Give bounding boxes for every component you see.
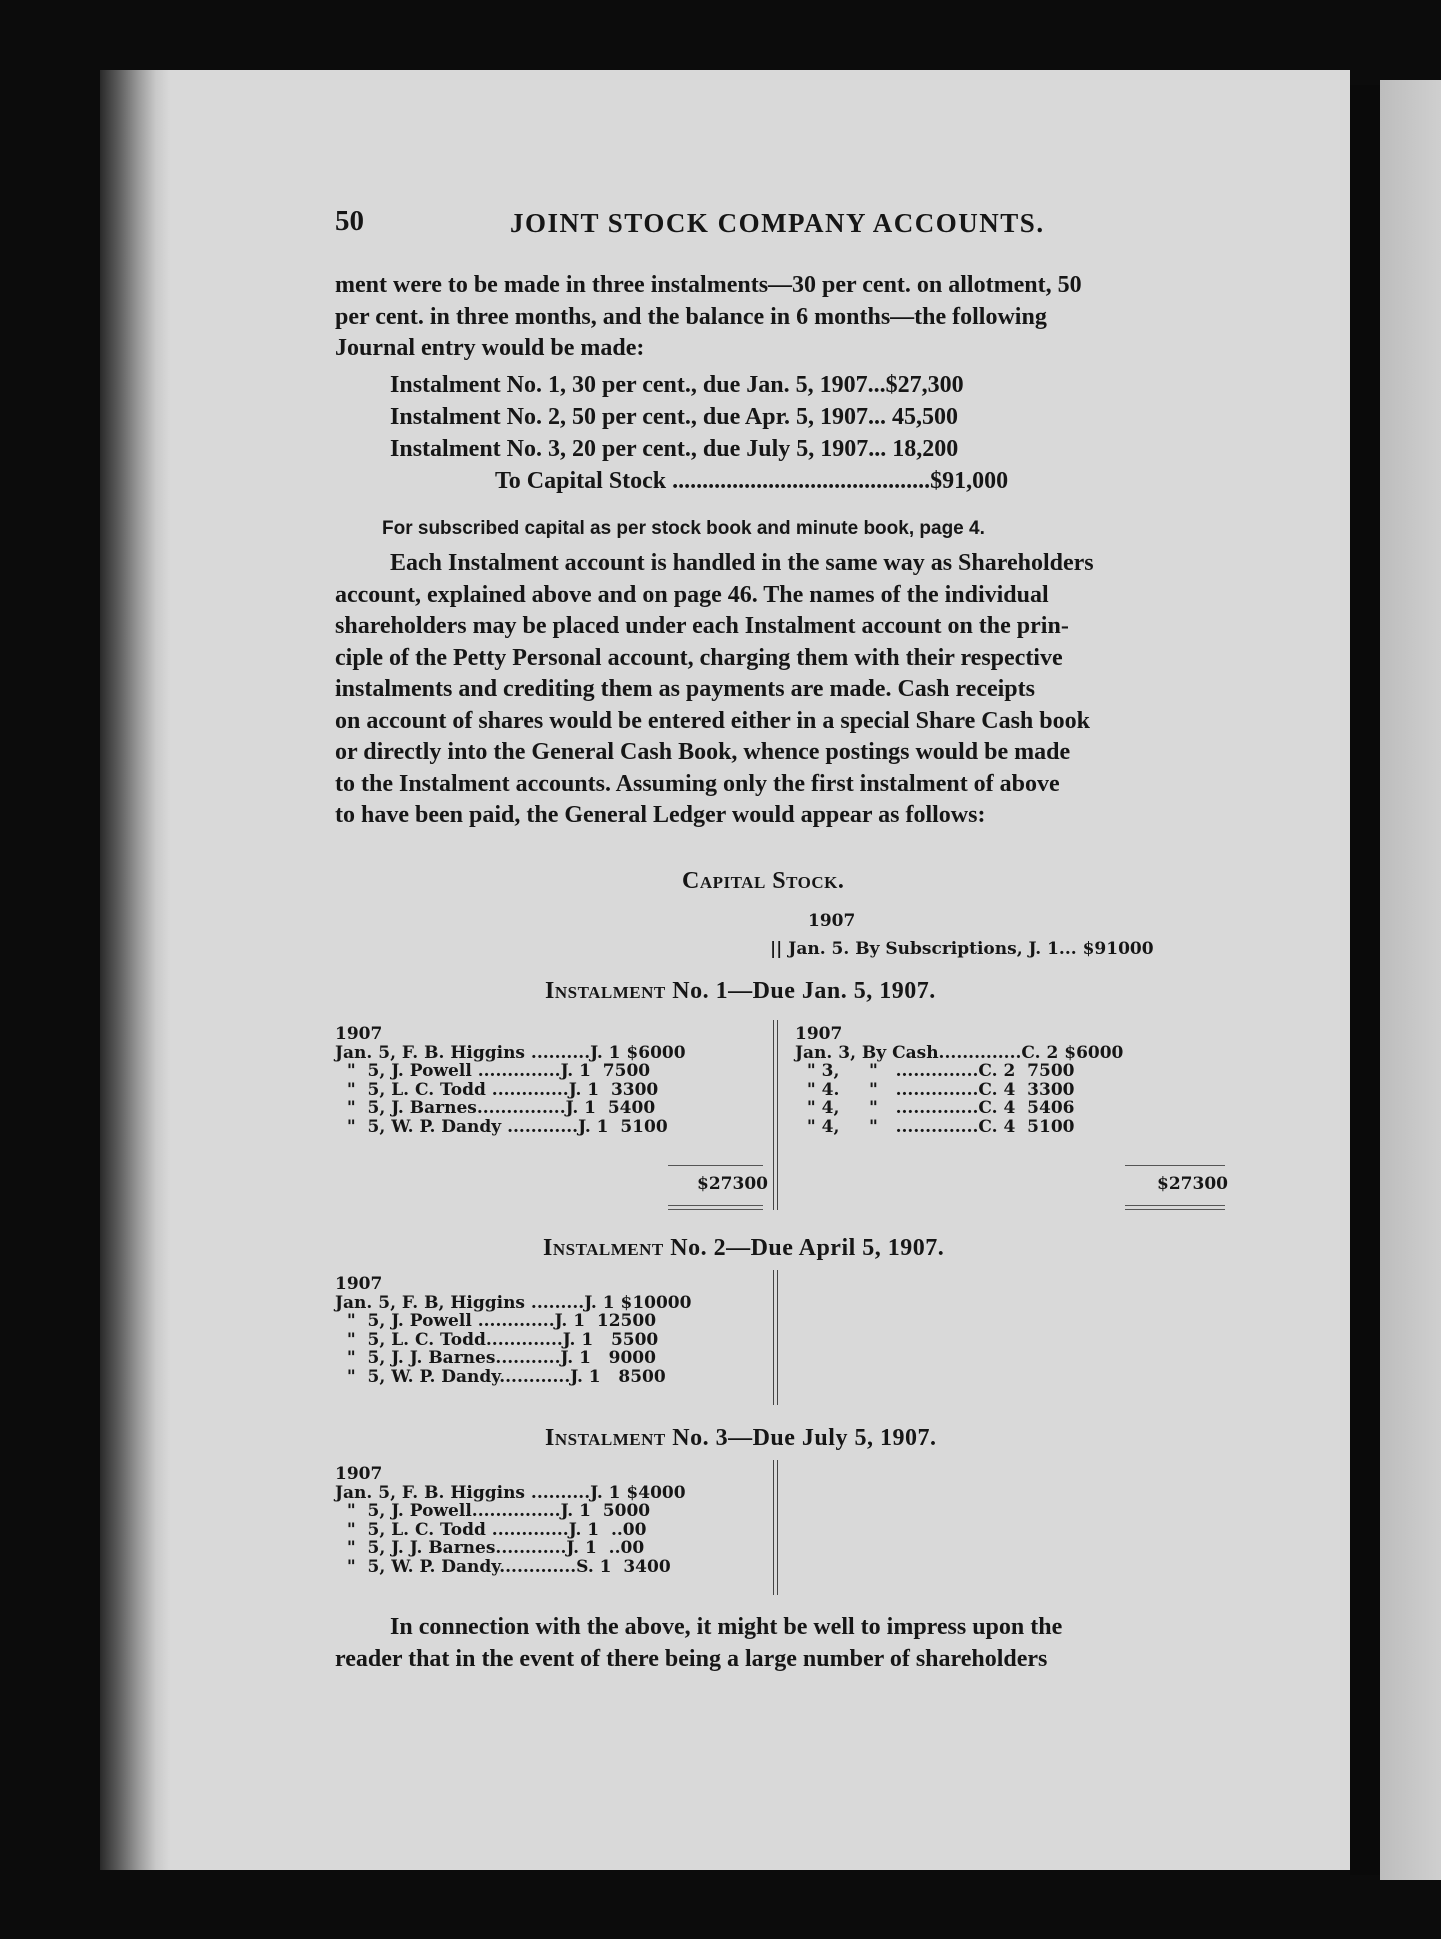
- title-rest: No. 3—Due July 5, 1907.: [672, 1425, 937, 1451]
- text-line: account, explained above and on page 46. The names of the individual: [335, 581, 1049, 608]
- capital-stock-entry: || Jan. 5. By Subscriptions, J. 1... $91000: [770, 939, 1154, 959]
- facing-page-edge: [1380, 80, 1441, 1880]
- instalment-1-title: [545, 978, 936, 1005]
- title-rest: No. 1—Due Jan. 5, 1907.: [672, 978, 936, 1004]
- text-line: to the Instalment accounts. Assuming only the first instalment of above: [335, 770, 1060, 797]
- instalment-1-debit-total: $27300: [697, 1174, 768, 1194]
- ledger-divider: [773, 1270, 778, 1405]
- instalment-3-debit: 1907 Jan. 5, F. B. Higgins ..........J. 1 $4000 " 5, J. Powell...............J. 1 5000 " 5, L. C. Todd .............J. 1 ..00 " 5, J. J. Barnes............J. 1 ..00 " 5, W. P. Dandy.............S. 1 3400: [335, 1464, 686, 1577]
- text-line: reader that in the event of there being a large number of shareholders: [335, 1645, 1048, 1672]
- text-line: instalments and crediting them as payments are made. Cash receipts: [335, 676, 1035, 702]
- paragraph-connection: [335, 1612, 1225, 1675]
- journal-credit-line: To Capital Stock ...........................................$91,000: [495, 468, 1009, 494]
- ledger-divider: [773, 1020, 778, 1210]
- capital-stock-title: Capital Stock.: [682, 868, 845, 894]
- text-line: Each Instalment account is handled in the same way as Shareholders: [390, 550, 1094, 576]
- text-line: Journal entry would be made:: [335, 335, 645, 361]
- text-line: or directly into the General Cash Book, whence postings would be made: [335, 739, 1071, 765]
- journal-note: For subscribed capital as per stock book and minute book, page 4.: [382, 518, 985, 539]
- instalment-1-credit-total: $27300: [1157, 1174, 1228, 1194]
- instalment-1-debit: 1907 Jan. 5, F. B. Higgins ..........J. 1 $6000 " 5, J. Powell ..............J. 1 7500 " 5, L. C. Todd .............J. 1 3300 " 5, J. Barnes...............J. 1 5400 " 5, W. P. Dandy ............J. 1 5100: [335, 1024, 686, 1137]
- instalment-2-title: [543, 1235, 944, 1262]
- double-rule: [668, 1209, 763, 1210]
- double-rule: [1125, 1205, 1225, 1206]
- text-line: ciple of the Petty Personal account, charging them with their respective: [335, 644, 1063, 671]
- journal-line-2: Instalment No. 2, 50 per cent., due Apr. 5, 1907... 45,500: [390, 404, 959, 430]
- text-line: to have been paid, the General Ledger would appear as follows:: [335, 802, 986, 828]
- text-line: shareholders may be placed under each Instalment account on the prin-: [335, 613, 1069, 639]
- text-line: on account of shares would be entered either in a special Share Cash book: [335, 707, 1090, 734]
- instalment-3-title: [545, 1425, 936, 1452]
- ledger-divider: [773, 1460, 778, 1595]
- page-edge-shadow: [1350, 85, 1380, 1875]
- text-line: per cent. in three months, and the balance in 6 months—the following: [335, 303, 1047, 330]
- instalment-1-credit: 1907 Jan. 3, By Cash..............C. 2 $6000 " 3, " ..............C. 2 7500 " 4. " ..............C. 4 3300 " 4, " ..............C. 4 5406 " 4, " ..............C. 4 5100: [795, 1024, 1124, 1137]
- double-rule: [1125, 1209, 1225, 1210]
- page-gutter-shadow: [100, 70, 170, 1870]
- total-rule: [1125, 1165, 1225, 1166]
- title-rest: No. 2—Due April 5, 1907.: [670, 1235, 945, 1261]
- paragraph-instalment-accounts: [335, 548, 1225, 832]
- running-header: JOINT STOCK COMPANY ACCOUNTS.: [510, 208, 1045, 238]
- title-prefix: Instalment: [545, 1425, 666, 1451]
- title-prefix: Instalment: [545, 978, 666, 1004]
- double-rule: [668, 1205, 763, 1206]
- text-line: ment were to be made in three instalments—30 per cent. on allotment, 50: [335, 272, 1082, 298]
- capital-stock-year: 1907: [808, 911, 856, 931]
- page-number: 50: [335, 205, 364, 237]
- paragraph-allotment: [335, 270, 1225, 365]
- title-prefix: Instalment: [543, 1235, 664, 1261]
- instalment-2-debit: 1907 Jan. 5, F. B, Higgins .........J. 1 $10000 " 5, J. Powell .............J. 1 12500 " 5, L. C. Todd.............J. 1 5500 " 5, J. J. Barnes...........J. 1 9000 " 5, W. P. Dandy............J. 1 8500: [335, 1274, 692, 1387]
- text-line: In connection with the above, it might be well to impress upon the: [390, 1614, 1063, 1640]
- journal-line-1: Instalment No. 1, 30 per cent., due Jan. 5, 1907...$27,300: [390, 372, 964, 398]
- journal-line-3: Instalment No. 3, 20 per cent., due July 5, 1907... 18,200: [390, 436, 959, 462]
- total-rule: [668, 1165, 763, 1166]
